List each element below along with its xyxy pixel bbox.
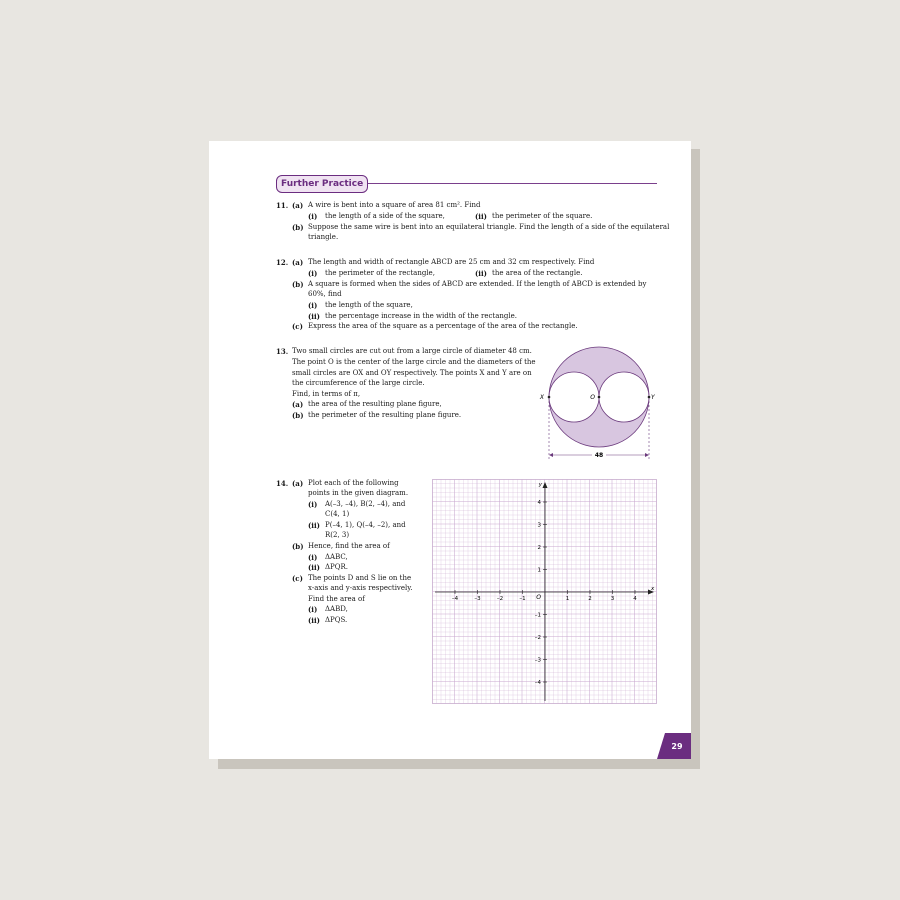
part-text: points in the given diagram. [308, 489, 409, 497]
subpart-mark: (i) [308, 212, 318, 221]
part-text: A square is formed when the sides of ABCD are extended. If the length of ABCD is extended by [308, 280, 647, 288]
x-axis-label: x [651, 586, 655, 592]
question-text-line: Two small circles are cut out from a large circle of diameter 48 cm. [292, 347, 532, 355]
page-number-badge [657, 733, 691, 759]
subpart-mark: (i) [308, 553, 318, 562]
textbook-page [209, 141, 691, 759]
label-o: O [590, 394, 595, 401]
question-number: 14. [276, 479, 289, 488]
section-title: Further Practice [276, 175, 368, 193]
x-tick-label: –1 [519, 596, 526, 602]
part-mark: (a) [292, 258, 304, 267]
part-mark: (b) [292, 223, 304, 232]
part-text: the area of the resulting plane figure, [308, 400, 442, 408]
part-text: Plot each of the following [308, 479, 399, 487]
question-text-line: small circles are OX and OY respectively. The points X and Y are on [292, 369, 532, 377]
point-o [598, 396, 601, 399]
x-tick-label: –3 [474, 596, 481, 602]
subpart-mark: (ii) [308, 521, 320, 530]
part-text: The length and width of rectangle ABCD are 25 cm and 32 cm respectively. Find [308, 258, 595, 266]
x-tick-label: 3 [610, 596, 615, 602]
question-number: 13. [276, 347, 289, 356]
part-text: Express the area of the square as a percentage of the area of the rectangle. [308, 322, 578, 330]
subpart-text: C(4, 1) [325, 510, 350, 518]
coordinate-grid [432, 479, 657, 704]
dimension-label: 48 [594, 452, 604, 459]
part-text: x-axis and y-axis respectively. [308, 584, 413, 592]
x-tick-label: –2 [496, 596, 504, 602]
subpart-text: A(–3, –4), B(2, –4), and [325, 500, 406, 508]
part-mark: (b) [292, 280, 304, 289]
subpart-text: the length of a side of the square, [325, 212, 445, 220]
subpart-mark: (ii) [475, 212, 487, 221]
subpart-text: ΔPQS. [325, 616, 348, 624]
subpart-mark: (i) [308, 269, 318, 278]
part-text: triangle. [308, 233, 339, 241]
label-y: Y [651, 394, 655, 401]
y-tick-label: 4 [537, 500, 541, 506]
y-tick-label: 2 [537, 545, 541, 551]
question-text-line: The point O is the center of the large circle and the diameters of the [292, 358, 536, 366]
question-number: 12. [276, 258, 289, 267]
subpart-mark: (i) [308, 605, 318, 614]
dimension-arrow-right [645, 453, 649, 457]
label-x: X [539, 394, 544, 401]
y-tick-label: –2 [534, 635, 541, 641]
subpart-text: ΔABD, [325, 605, 348, 613]
part-mark: (b) [292, 542, 304, 551]
y-tick-label: 1 [537, 567, 541, 574]
part-mark: (c) [292, 574, 303, 583]
subpart-mark: (ii) [475, 269, 487, 278]
x-tick-label: 4 [633, 596, 637, 602]
part-text: Hence, find the area of [308, 542, 390, 550]
subpart-text: the percentage increase in the width of the rectangle. [325, 312, 517, 320]
subpart-mark: (i) [308, 301, 318, 310]
subpart-text: the area of the rectangle. [492, 269, 583, 277]
part-mark: (a) [292, 201, 304, 210]
small-circle-right [599, 372, 649, 422]
part-mark: (a) [292, 479, 304, 488]
point-x [548, 396, 551, 399]
subpart-text: the perimeter of the square. [492, 212, 593, 220]
dimension-arrow-left [549, 453, 553, 457]
page-number: 29 [671, 742, 683, 751]
circles-figure [534, 341, 664, 466]
header-rule [366, 183, 657, 184]
subpart-text: ΔABC, [325, 553, 348, 561]
subpart-text: the perimeter of the rectangle, [325, 269, 435, 277]
part-mark: (a) [292, 400, 304, 409]
part-text: Suppose the same wire is bent into an equilateral triangle. Find the length of a side of the equilateral [308, 223, 670, 231]
part-mark: (b) [292, 411, 304, 420]
question-number: 11. [276, 201, 289, 210]
subpart-text: ΔPQR. [325, 563, 348, 571]
y-tick-label: –4 [534, 680, 541, 686]
point-y [648, 396, 651, 399]
y-axis-label: y [538, 482, 542, 488]
subpart-mark: (ii) [308, 563, 320, 572]
x-tick-label: 1 [565, 596, 570, 602]
x-tick-label: 2 [588, 596, 592, 602]
subpart-text: the length of the square, [325, 301, 413, 309]
part-text: 60%, find [308, 290, 342, 298]
section-header [276, 175, 657, 193]
x-tick-label: –4 [451, 596, 459, 602]
y-tick-label: –1 [534, 612, 541, 619]
part-text: Find the area of [308, 595, 365, 603]
question-text-line: Find, in terms of π, [292, 390, 361, 398]
part-text: The points D and S lie on the [308, 574, 412, 582]
y-tick-label: –3 [534, 657, 541, 664]
question-text-line: the circumference of the large circle. [292, 379, 425, 387]
part-mark: (c) [292, 322, 303, 331]
part-text: the perimeter of the resulting plane figure. [308, 411, 462, 419]
part-text: A wire is bent into a square of area 81 cm². Find [308, 201, 481, 209]
subpart-text: P(–4, 1), Q(–4, –2), and [325, 521, 406, 529]
y-tick-label: 3 [537, 522, 541, 529]
subpart-mark: (ii) [308, 616, 320, 625]
subpart-mark: (i) [308, 500, 318, 509]
subpart-mark: (ii) [308, 312, 320, 321]
subpart-text: R(2, 3) [325, 531, 350, 539]
origin-label: O [536, 594, 541, 601]
